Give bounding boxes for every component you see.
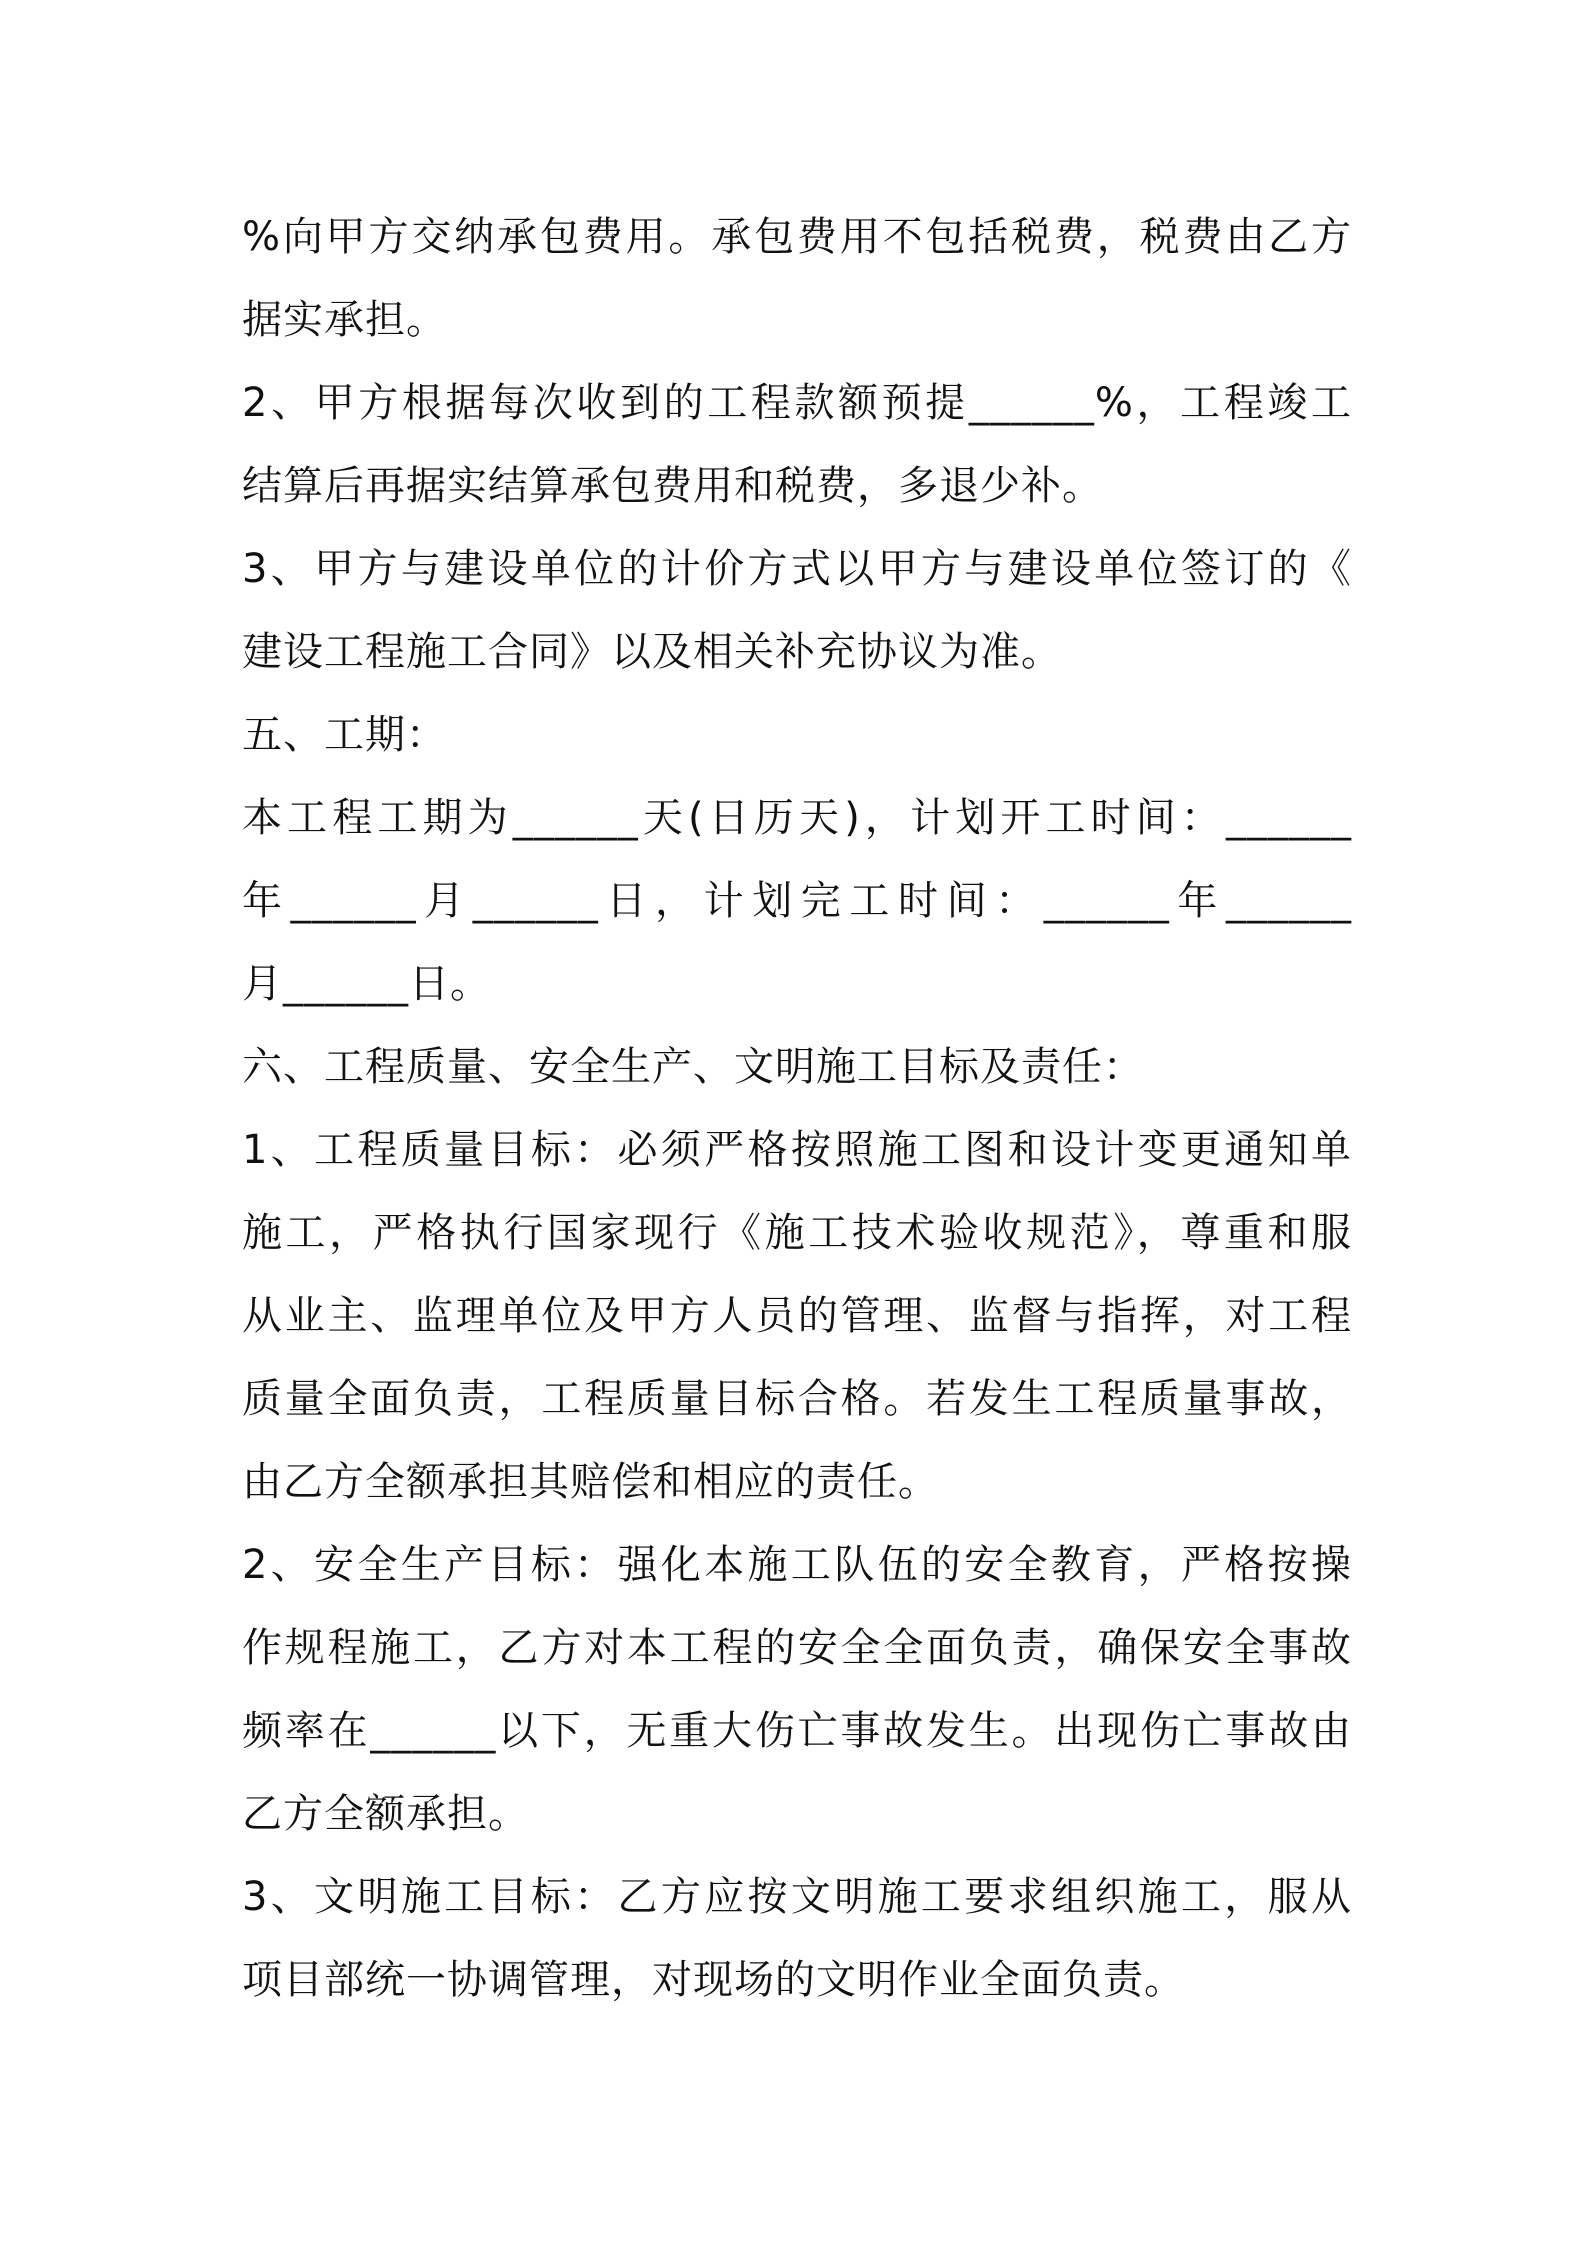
paragraph-line: 3、文明施工目标：乙方应按文明施工要求组织施工，服从 (242, 1874, 1352, 1920)
paragraph-line: 本工程工期为______天(日历天)，计划开工时间：______ (242, 795, 1352, 841)
paragraph-line: 2、安全生产目标：强化本施工队伍的安全教育，严格按操 (242, 1542, 1352, 1588)
paragraph-line: 由乙方全额承担其赔偿和相应的责任。 (242, 1459, 939, 1505)
paragraph-line: 月______日。 (242, 961, 491, 1007)
paragraph-line: 据实承担。 (242, 297, 447, 343)
paragraph-line: 从业主、监理单位及甲方人员的管理、监督与指挥，对工程 (242, 1293, 1352, 1339)
paragraph-line: %向甲方交纳承包费用。承包费用不包括税费，税费由乙方 (242, 214, 1352, 260)
paragraph-line: 项目部统一协调管理，对现场的文明作业全面负责。 (242, 1957, 1185, 2003)
paragraph-line: 质量全面负责，工程质量目标合格。若发生工程质量事故， (242, 1376, 1352, 1422)
paragraph-line: 频率在______以下，无重大伤亡事故发生。出现伤亡事故由 (242, 1708, 1352, 1754)
section-heading: 五、工期： (242, 712, 447, 758)
section-heading: 六、工程质量、安全生产、文明施工目标及责任： (242, 1044, 1144, 1090)
document-body (242, 196, 1352, 2022)
paragraph-line: 作规程施工，乙方对本工程的安全全面负责，确保安全事故 (242, 1625, 1352, 1671)
paragraph-line: 建设工程施工合同》以及相关补充协议为准。 (242, 629, 1062, 675)
paragraph-line: 年______月______日，计划完工时间：______年______ (242, 878, 1352, 924)
paragraph-line: 施工，严格执行国家现行《施工技术验收规范》，尊重和服 (242, 1210, 1352, 1256)
paragraph-line: 1、工程质量目标：必须严格按照施工图和设计变更通知单 (242, 1127, 1352, 1173)
paragraph-line: 2、甲方根据每次收到的工程款额预提______%，工程竣工 (242, 380, 1352, 426)
paragraph-line: 乙方全额承担。 (242, 1791, 529, 1837)
paragraph-line: 3、甲方与建设单位的计价方式以甲方与建设单位签订的《 (242, 546, 1352, 592)
paragraph-line: 结算后再据实结算承包费用和税费，多退少补。 (242, 463, 1103, 509)
